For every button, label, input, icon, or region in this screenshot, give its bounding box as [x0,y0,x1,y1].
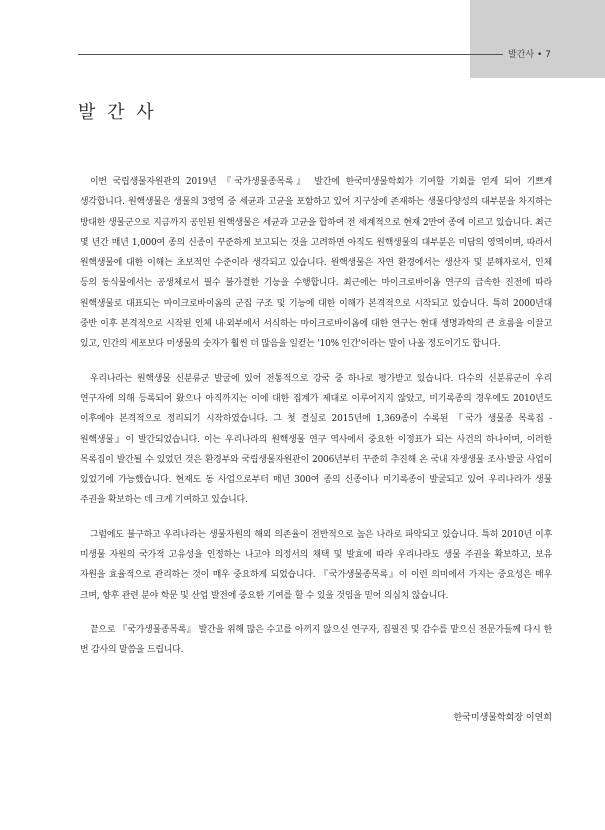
page-title: 발 간 사 [78,102,157,123]
body-text [80,172,552,675]
paragraph: 끝으로 『국가생물종목록』 발간을 위해 많은 수고를 아끼지 않으신 연구자, 집필진 및 감수를 맡으신 전문가들께 다시 한 번 감사의 말씀을 드립니다. [80,624,552,656]
header-rule [78,54,503,55]
paragraph: 우리나라는 원핵생물 신분류군 발굴에 있어 전통적으로 강국 중 하나로 평가받고 있습니다. 다수의 신분류군이 우리 연구자에 의해 등록되어 왔으나 아직까지는 이에 대한 집계가 제대로 이루어지지 않았고, 미기록종의 경우에도 2010년도 이후에야 본격적으로 정리되기 시작하였습니다. 그 첫 결실로 2015년에 1,369종이 수록된 『국가 생물종 목록집 - 원핵생물』이 발간되었습니다. 이는 우리나라의 원핵생물 연구 역사에서 중요한 이정표가 되는 사건의 하나이며, 이러한 목록집이 발간될 수 있었던 것은 환경부와 국립생물자원관이 2006년부터 꾸준히 추진해 온 국내 자생생물 조사·발굴 사업이 있었기에 가능했습니다. 현재도 동 사업으로부터 매년 300여 종의 신종이나 미기록종이 발굴되고 있어 우리나라가 생물 주권을 확보하는 데 크게 기여하고 있습니다. [80,373,552,506]
page-header [0,0,605,78]
running-head: 발간사 • 7 [508,50,551,60]
header-gray-band [470,0,605,78]
paragraph: 그럼에도 불구하고 우리나라는 생물자원의 해외 의존율이 전반적으로 높은 나라로 파악되고 있습니다. 특히 2010년 이후 미생물 자원의 국가적 고유성을 인정하는 나고야 의정서의 채택 및 발효에 따라 우리나라도 생물 주권을 확보하고, 보유 자원을 효율적으로 관리하는 것이 매우 중요하게 되었습니다. 『국가생물종목록』이 이런 의미에서 가지는 중요성은 매우 크며, 향후 관련 분야 학문 및 산업 발전에 중요한 기여를 할 수 있을 것임을 믿어 의심치 않습니다. [80,529,552,601]
paragraph: 이번 국립생물자원관의 2019년 『국가생물종목록』 발간에 한국미생물학회가 기여할 기회를 얻게 되어 기쁘게 생각합니다. 원핵생물은 생물의 3영역 중 세균과 고균을 포함하고 있어 지구상에 존재하는 생물다양성의 대부분을 차지하는 방대한 생물군으로 지금까지 공인된 원핵생물은 세균과 고균을 합하여 전 세계적으로 현재 2만여 종에 이르고 있습니다. 최근 몇 년간 매년 1,000여 종의 신종이 꾸준하게 보고되는 것을 고려하면 아직도 원핵생물의 대부분은 미답의 영역이며, 따라서 원핵생물에 대한 이해는 초보적인 수준이라 생각되고 있습니다. 원핵생물은 자연 환경에서는 생산자 및 분해자로서, 인체 등의 동식물에서는 공생체로서 필수 불가결한 기능을 수행합니다. 최근에는 마이크로바이옴 연구의 급속한 진전에 따라 원핵생물로 대표되는 마이크로바이옴의 군집 구조 및 기능에 대한 이해가 본격적으로 시작되고 있습니다. 특히 2000년대 중반 이후 본격적으로 시작된 인체 내·외부에서 서식하는 마이크로바이옴에 대한 연구는 현대 생명과학의 큰 흐름을 이끌고 있고, 인간의 세포보다 미생물의 숫자가 훨씬 더 많음을 일컫는 '10% 인간'이라는 말이 나올 정도이기도 합니다. [80,177,552,350]
signature: 한국미생물학회장 이연희 [453,713,552,723]
